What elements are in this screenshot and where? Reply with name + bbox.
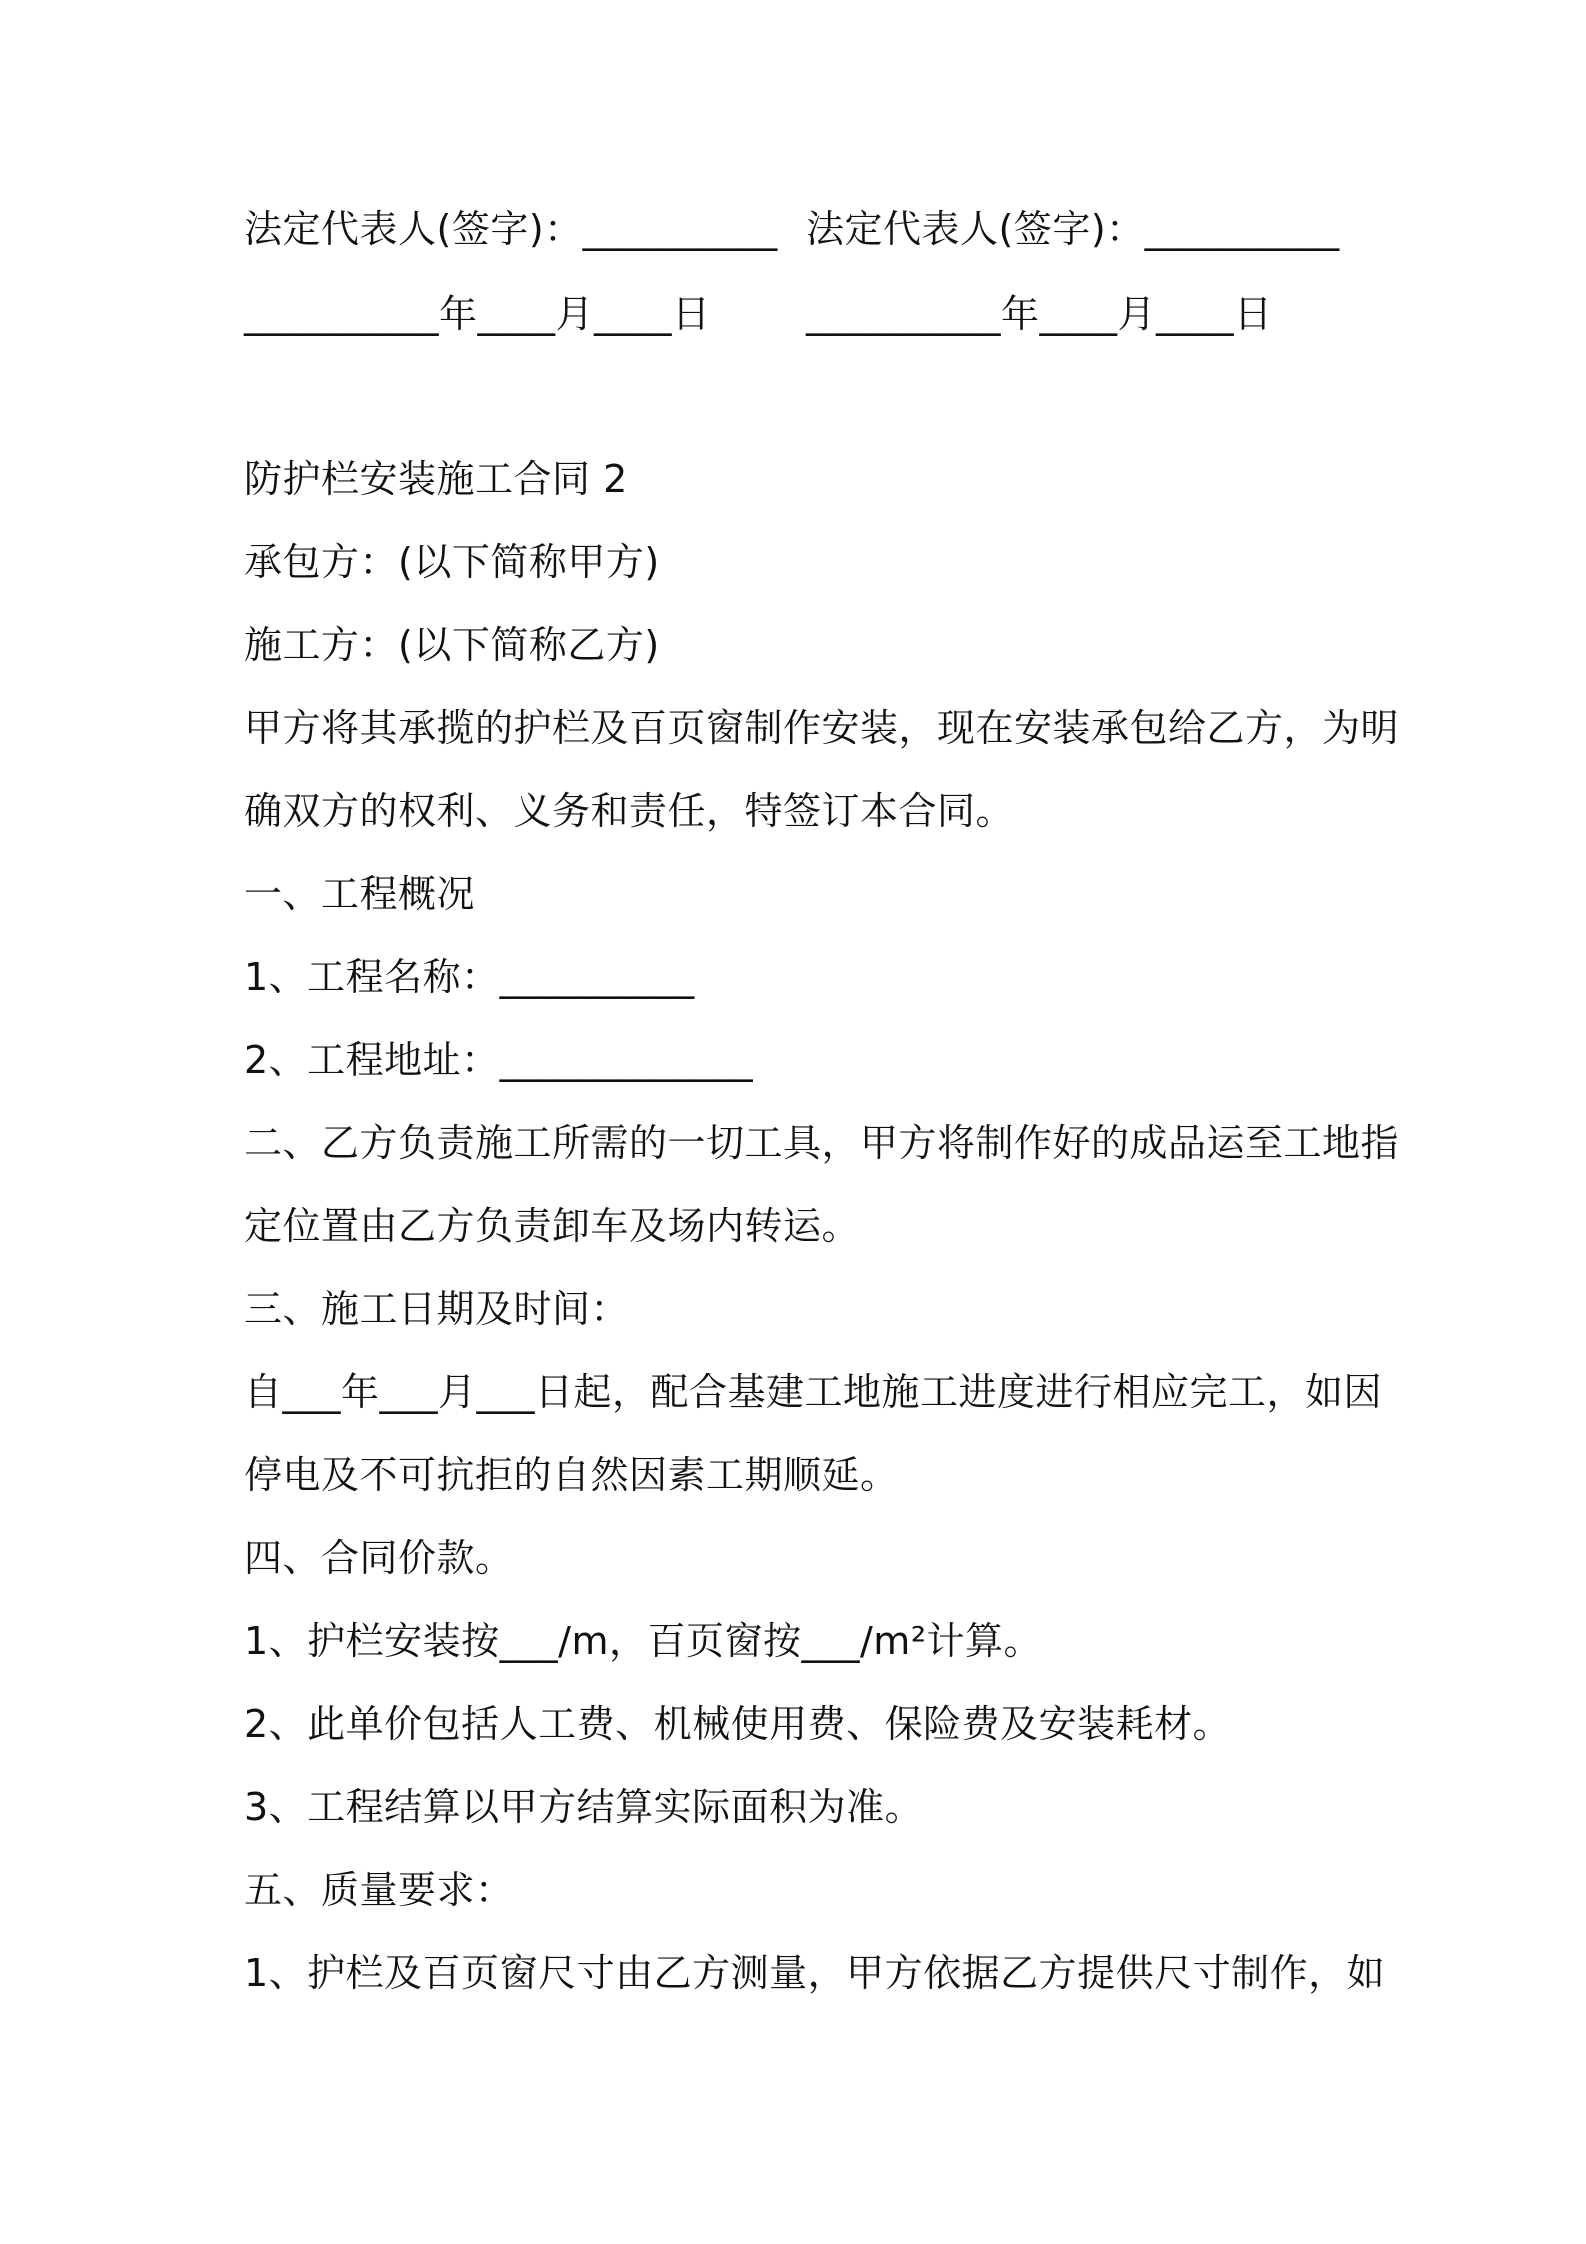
price-item-1: 1、护栏安装按___/m，百页窗按___/m²计算。: [244, 1619, 1043, 1663]
party-a-representative-signature: 法定代表人(签字)：__________: [244, 207, 778, 251]
section-3-line-2: 停电及不可抗拒的自然因素工期顺延。: [244, 1453, 899, 1497]
intro-paragraph-line-1: 甲方将其承揽的护栏及百页窗制作安装，现在安装承包给乙方，为明: [244, 706, 1400, 750]
party-a-line: 承包方：(以下简称甲方): [244, 540, 660, 584]
party-b-signing-date: __________年____月____日: [806, 292, 1273, 336]
section-3-line-1: 自___年___月___日起，配合基建工地施工进度进行相应完工，如因: [244, 1370, 1383, 1414]
section-5-heading: 五、质量要求：: [244, 1868, 514, 1912]
section-4-heading: 四、合同价款。: [244, 1536, 514, 1580]
section-3-heading: 三、施工日期及时间：: [244, 1287, 630, 1331]
section-2-line-2: 定位置由乙方负责卸车及场内转运。: [244, 1204, 861, 1248]
quality-item-1: 1、护栏及百页窗尺寸由乙方测量，甲方依据乙方提供尺寸制作，如: [244, 1951, 1386, 1995]
party-a-signing-date: __________年____月____日: [244, 292, 711, 336]
party-b-representative-signature: 法定代表人(签字)：__________: [806, 207, 1340, 251]
contract-title: 防护栏安装施工合同 2: [244, 457, 628, 501]
price-item-3: 3、工程结算以甲方结算实际面积为准。: [244, 1785, 924, 1829]
project-name-line: 1、工程名称：__________: [244, 955, 695, 999]
intro-paragraph-line-2: 确双方的权利、义务和责任，特签订本合同。: [244, 789, 1015, 833]
project-address-line: 2、工程地址：_____________: [244, 1038, 754, 1082]
section-1-heading: 一、工程概况: [244, 872, 476, 916]
section-2-line-1: 二、乙方负责施工所需的一切工具，甲方将制作好的成品运至工地指: [244, 1121, 1400, 1165]
price-item-2: 2、此单价包括人工费、机械使用费、保险费及安装耗材。: [244, 1702, 1232, 1746]
party-b-line: 施工方：(以下简称乙方): [244, 623, 660, 667]
